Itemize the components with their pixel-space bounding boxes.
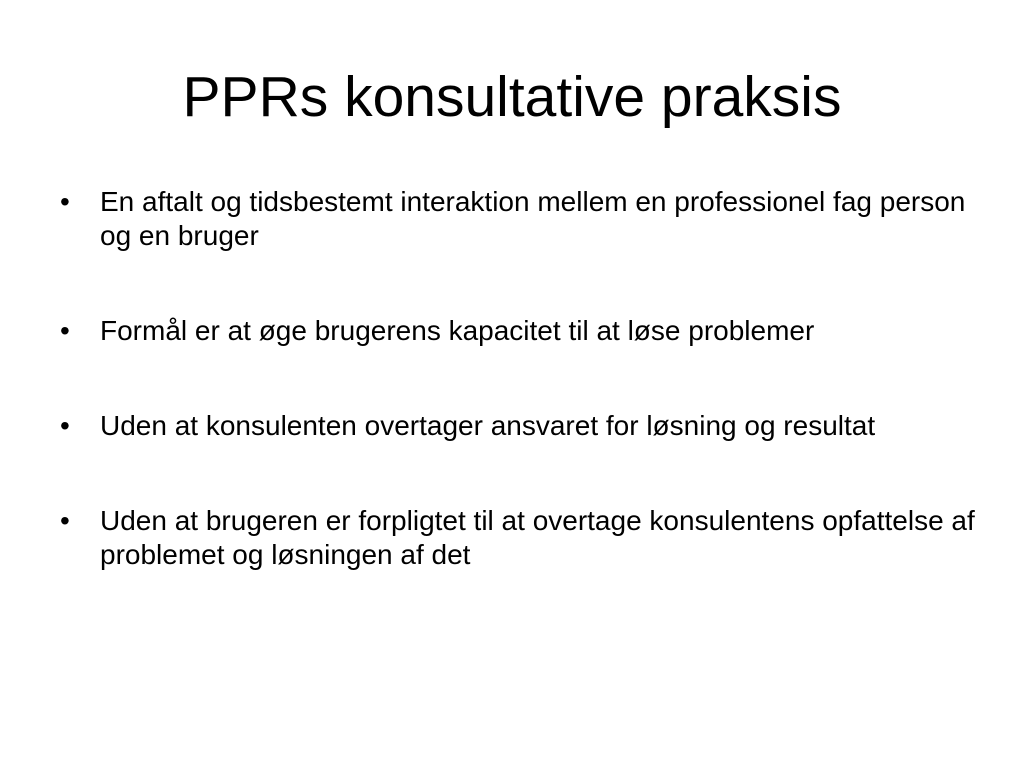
bullet-text: Formål er at øge brugerens kapacitet til at løse problemer [100, 315, 815, 346]
bullet-item-1 [56, 185, 986, 253]
slide-title: PPRs konsultative praksis [182, 65, 842, 129]
bullet-text: Uden at brugeren er forpligtet til at overtage konsulentens opfattelse af problemet og løsningen af det [100, 505, 975, 570]
bullet-item-2 [56, 314, 986, 348]
bullet-item-3 [56, 409, 986, 443]
bullet-item-4 [56, 504, 986, 572]
bullet-icon: • [60, 315, 70, 346]
bullet-text: En aftalt og tidsbestemt interaktion mellem en professionel fag person og en bruger [100, 186, 966, 251]
bullet-icon: • [60, 410, 70, 441]
bullet-list [56, 185, 986, 572]
bullet-icon: • [60, 505, 70, 536]
bullet-icon: • [60, 186, 70, 217]
bullet-text: Uden at konsulenten overtager ansvaret for løsning og resultat [100, 410, 876, 441]
